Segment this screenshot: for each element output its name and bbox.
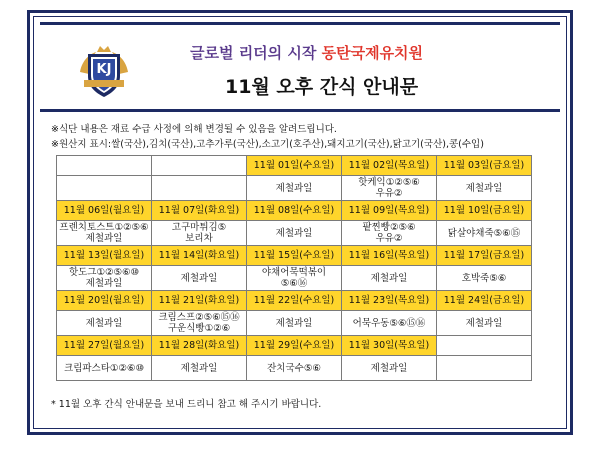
menu-row	[57, 266, 532, 291]
notice-line-1: ※식단 내용은 재료 수급 사정에 의해 변경될 수 있음을 알려드립니다.	[51, 124, 337, 135]
menu-cell	[247, 266, 342, 291]
menu-item-text: 제철과일	[275, 182, 313, 194]
menu-cell	[152, 311, 247, 336]
menu-cell	[342, 221, 437, 246]
menu-cell	[437, 176, 532, 201]
date-cell: 11월 30일(목요일)	[342, 336, 437, 356]
date-cell: 11월 13일(월요일)	[57, 246, 152, 266]
menu-item-text: 제철과일	[465, 182, 503, 194]
menu-item-text: 우유②	[375, 233, 403, 244]
date-cell: 11월 06일(월요일)	[57, 201, 152, 221]
date-cell: 11월 24일(금요일)	[437, 291, 532, 311]
date-row	[57, 201, 532, 221]
date-cell: 11월 15일(수요일)	[247, 246, 342, 266]
menu-item-text: 제철과일	[85, 317, 123, 329]
date-row	[57, 291, 532, 311]
date-cell: 11월 22일(수요일)	[247, 291, 342, 311]
menu-row	[57, 176, 532, 201]
menu-cell	[57, 221, 152, 246]
date-cell: 11월 21일(화요일)	[152, 291, 247, 311]
date-cell	[152, 156, 247, 176]
menu-cell	[342, 311, 437, 336]
menu-cell	[342, 266, 437, 291]
menu-row	[57, 221, 532, 246]
header-top-line	[40, 22, 560, 25]
footer-note: * 11월 오후 간식 안내문을 보내 드리니 참고 해 주시기 바랍니다.	[51, 399, 322, 410]
menu-item-text: 제철과일	[465, 317, 503, 329]
menu-cell	[247, 176, 342, 201]
menu-item-text: 우유②	[375, 188, 403, 199]
date-cell: 11월 02일(목요일)	[342, 156, 437, 176]
date-row	[57, 156, 532, 176]
menu-item-text: 제철과일	[180, 362, 218, 374]
menu-item-text: 어묵우동⑤⑥⑮⑯	[352, 317, 426, 329]
menu-item-text: 제철과일	[85, 278, 123, 289]
date-cell: 11월 17일(금요일)	[437, 246, 532, 266]
menu-item-text: 팥찐빵②⑤⑥	[362, 222, 416, 233]
menu-row	[57, 356, 532, 381]
menu-cell	[152, 266, 247, 291]
date-cell: 11월 09일(목요일)	[342, 201, 437, 221]
date-cell: 11월 20일(월요일)	[57, 291, 152, 311]
menu-cell	[247, 221, 342, 246]
menu-item-text: 프렌치토스트①②⑤⑥	[59, 222, 149, 233]
logo-text: KJ	[96, 62, 112, 77]
menu-item-text: 보리차	[185, 233, 213, 244]
menu-item-text: 고구마튀김⑤	[171, 222, 227, 233]
menu-cell	[437, 356, 532, 381]
menu-cell	[57, 266, 152, 291]
header	[40, 22, 560, 112]
menu-cell	[437, 266, 532, 291]
menu-item-text: 닭살야채죽⑤⑥⑮	[447, 227, 521, 239]
date-cell	[437, 336, 532, 356]
date-cell: 11월 03일(금요일)	[437, 156, 532, 176]
menu-item-text: 야채어묵떡볶이	[261, 267, 327, 278]
menu-cell	[342, 356, 437, 381]
school-name: 동탄국제유치원	[321, 44, 424, 62]
date-cell: 11월 16일(목요일)	[342, 246, 437, 266]
date-cell: 11월 23일(목요일)	[342, 291, 437, 311]
menu-item-text: 잔치국수⑤⑥	[267, 362, 321, 374]
menu-item-text: 제철과일	[370, 272, 408, 284]
menu-cell	[437, 221, 532, 246]
menu-cell	[57, 356, 152, 381]
menu-item-text: 제철과일	[275, 317, 313, 329]
menu-cell	[247, 311, 342, 336]
page-title: 11월 오후 간식 안내문	[225, 76, 419, 98]
menu-item-text: 제철과일	[275, 227, 313, 239]
date-cell: 11월 28일(화요일)	[152, 336, 247, 356]
subtitle-slogan: 글로벌 리더의 시작	[190, 44, 317, 62]
menu-item-text: 핫케익①②⑤⑥	[358, 177, 420, 188]
date-cell: 11월 08일(수요일)	[247, 201, 342, 221]
date-cell: 11월 27일(월요일)	[57, 336, 152, 356]
menu-item-text: 크림파스타①②⑥⑩	[64, 362, 144, 374]
menu-item-text: 핫도그①②⑤⑥⑩	[68, 267, 140, 278]
snack-menu-table	[56, 155, 532, 381]
date-cell: 11월 01일(수요일)	[247, 156, 342, 176]
menu-cell	[152, 356, 247, 381]
menu-item-text: 호박죽⑤⑥	[461, 272, 507, 284]
menu-item-text: 크림스프②⑤⑥⑮⑯	[158, 312, 240, 323]
menu-item-text: ⑤⑥⑯	[280, 278, 308, 289]
menu-cell	[152, 221, 247, 246]
notice-origin-line: ※원산지 표시:쌀(국산),김치(국산),고추가루(국산),소고기(호주산),돼지고기(국산),닭고기(국산),콩(수입)	[51, 139, 484, 150]
menu-item-text: 구운식빵①②⑥	[167, 323, 231, 334]
subtitle	[190, 42, 423, 63]
date-cell: 11월 29일(수요일)	[247, 336, 342, 356]
menu-cell	[342, 176, 437, 201]
menu-item-text: 제철과일	[370, 362, 408, 374]
school-logo-icon	[76, 42, 132, 100]
menu-cell	[57, 176, 152, 201]
menu-cell	[152, 176, 247, 201]
date-cell	[57, 156, 152, 176]
menu-item-text: 제철과일	[85, 233, 123, 244]
menu-item-text: 제철과일	[180, 272, 218, 284]
date-cell: 11월 07일(화요일)	[152, 201, 247, 221]
date-row	[57, 336, 532, 356]
menu-cell	[57, 311, 152, 336]
header-bottom-line	[40, 109, 560, 112]
menu-cell	[247, 356, 342, 381]
date-cell: 11월 10일(금요일)	[437, 201, 532, 221]
menu-cell	[437, 311, 532, 336]
menu-row	[57, 311, 532, 336]
date-cell: 11월 14일(화요일)	[152, 246, 247, 266]
date-row	[57, 246, 532, 266]
